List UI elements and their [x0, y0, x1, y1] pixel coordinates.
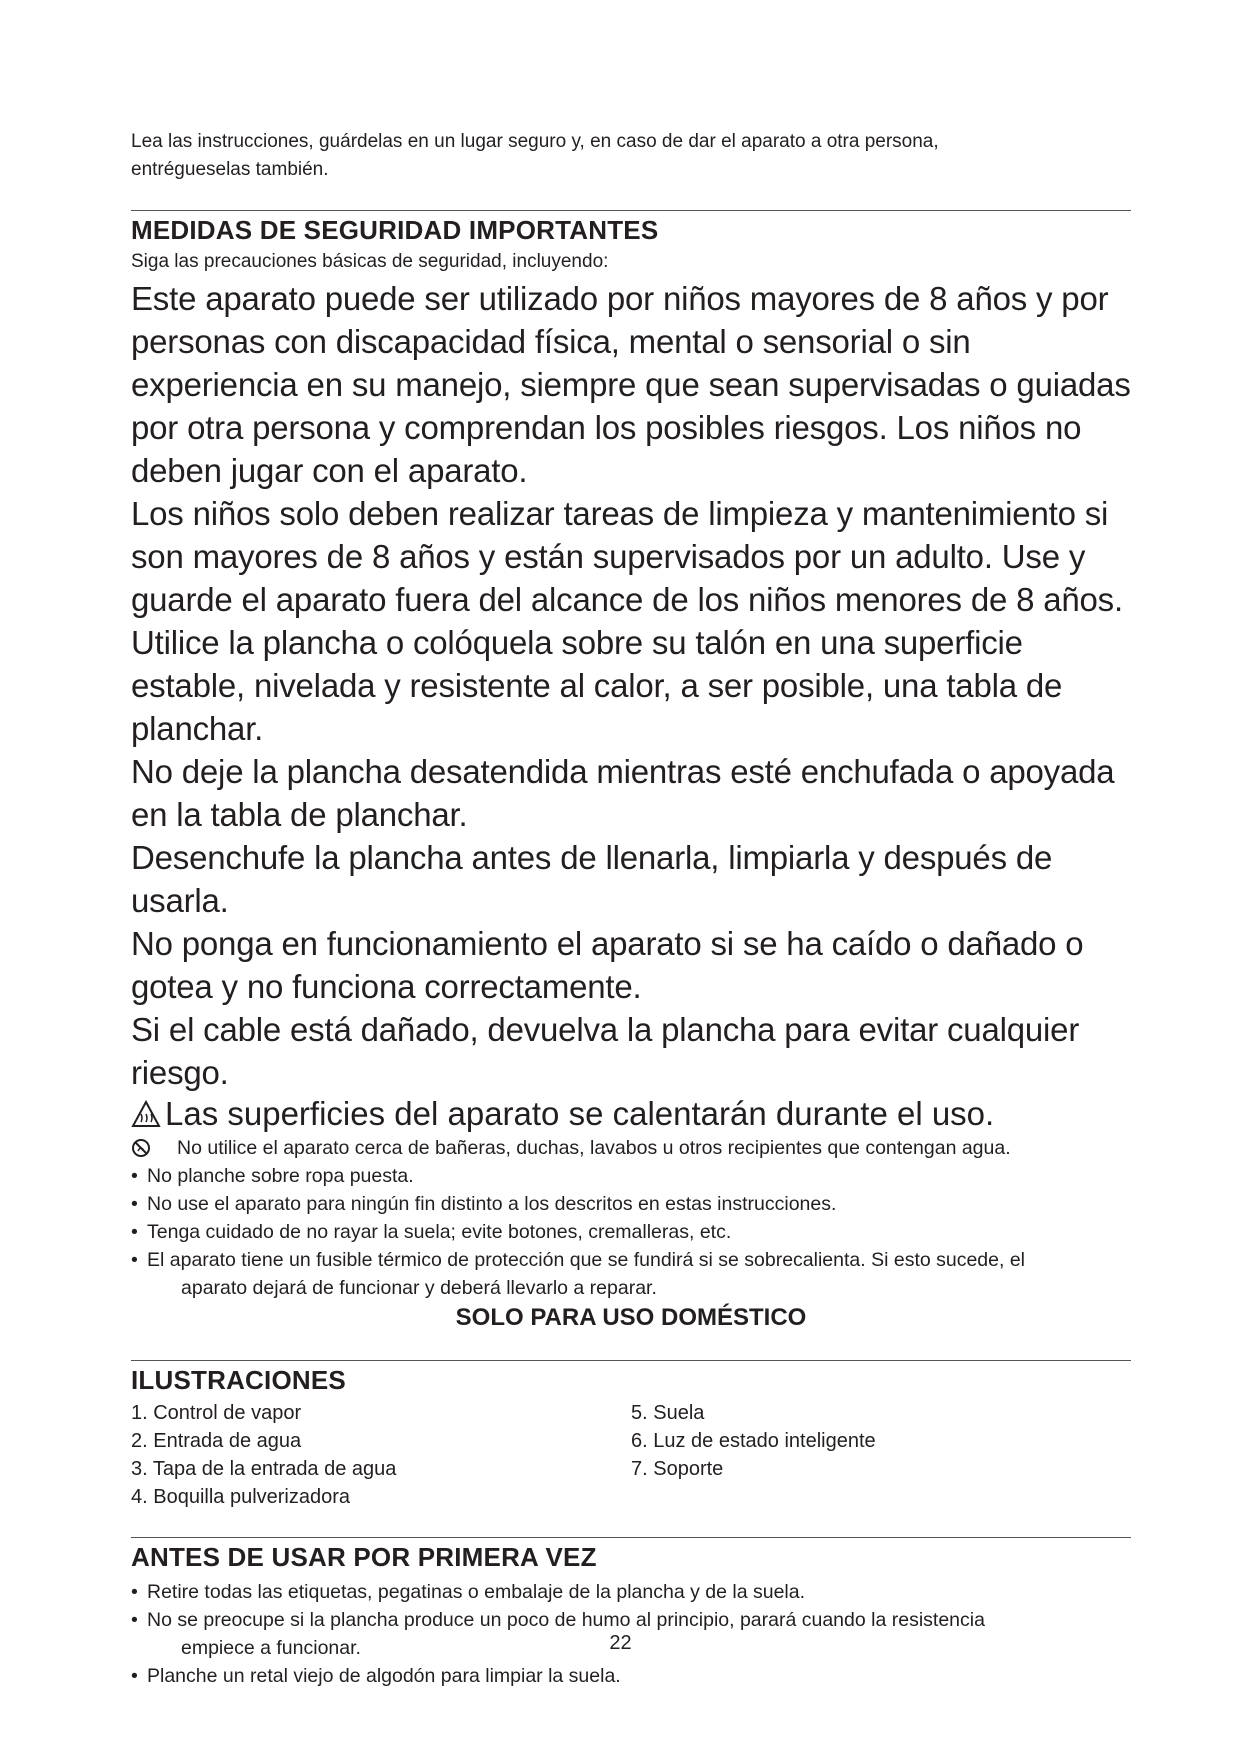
list-item: 7. Soporte [631, 1458, 724, 1480]
list-item: 2. Entrada de agua [131, 1430, 302, 1452]
domestic-use-label: SOLO PARA USO DOMÉSTICO [455, 1304, 807, 1331]
list-item: • No se preocupe si la plancha produce un poco de humo al principio, parará cuando la resistencia empiece a funcionar. [131, 1609, 985, 1659]
illustrations-list [131, 1399, 1131, 1511]
list-item: • No planche sobre ropa puesta. [131, 1165, 414, 1187]
safety-paragraph: Los niños solo deben realizar tareas de limpieza y mantenimiento si son mayores de 8 años y están supervisados por un adulto. Use y guarde el aparato fuera del alcance de los niños menores de 8 años. [131, 495, 1123, 618]
intro-text: Lea las instrucciones, guárdelas en un lugar seguro y, en caso de dar el aparato a otra persona, entrégueselas también. [131, 131, 939, 180]
illustrations-heading: ILUSTRACIONES [131, 1365, 346, 1395]
safety-paragraph: Utilice la plancha o colóquela sobre su talón en una superficie estable, nivelada y resistente al calor, a ser posible, una tabla de planchar. [131, 624, 1063, 747]
list-item: • Tenga cuidado de no rayar la suela; evite botones, cremalleras, etc. [131, 1221, 732, 1243]
safety-paragraph: No deje la plancha desatendida mientras esté enchufada o apoyada en la tabla de planchar. [131, 753, 1115, 833]
hot-surface-icon [131, 1100, 161, 1128]
hot-surface-text: Las superficies del aparato se calentarán durante el uso. [165, 1095, 995, 1132]
list-item: 4. Boquilla pulverizadora [131, 1486, 351, 1508]
list-item: • Retire todas las etiquetas, pegatinas o embalaje de la plancha y de la suela. [131, 1581, 806, 1603]
list-item: 1. Control de vapor [131, 1402, 302, 1424]
safety-paragraph: Si el cable está dañado, devuelva la plancha para evitar cualquier riesgo. [131, 1011, 1080, 1091]
page-content [131, 128, 1131, 1690]
list-item: • No use el aparato para ningún fin distinto a los descritos en estas instrucciones. [131, 1193, 837, 1215]
hot-surface-warning [131, 1094, 1131, 1134]
water-warning-text: No utilice el aparato cerca de bañeras, duchas, lavabos u otros recipientes que contengan agua. [177, 1137, 1011, 1159]
no-water-icon [131, 1138, 151, 1158]
list-item: • El aparato tiene un fusible térmico de protección que se fundirá si se sobrecalienta. Si esto sucede, el aparato dejará de funcionar y deberá llevarlo a reparar. [131, 1249, 1026, 1299]
safety-paragraph: Este aparato puede ser utilizado por niños mayores de 8 años y por personas con discapacidad física, mental o sensorial o sin experiencia en su manejo, siempre que sean supervisadas o guiadas por otra persona y comprendan los posibles riesgos. Los niños no deben jugar con el aparato. [131, 280, 1131, 489]
safety-heading: MEDIDAS DE SEGURIDAD IMPORTANTES [131, 215, 659, 245]
safety-paragraph: Desenchufe la plancha antes de llenarla, limpiarla y después de usarla. [131, 839, 1053, 919]
list-item: • Planche un retal viejo de algodón para limpiar la suela. [131, 1665, 621, 1687]
first-use-heading: ANTES DE USAR POR PRIMERA VEZ [131, 1542, 597, 1572]
safety-paragraphs [131, 277, 1131, 1094]
section-divider [131, 1537, 1131, 1538]
safety-paragraph: No ponga en funcionamiento el aparato si se ha caído o dañado o gotea y no funciona correctamente. [131, 925, 1084, 1005]
section-divider [131, 210, 1131, 211]
section-divider [131, 1360, 1131, 1361]
safety-subtitle: Siga las precauciones básicas de seguridad, incluyendo: [131, 251, 609, 272]
water-warning [131, 1134, 1131, 1162]
illustrations-right-column [631, 1399, 1131, 1511]
illustrations-left-column [131, 1399, 631, 1511]
page-number: 22 [609, 1632, 632, 1654]
list-item: 6. Luz de estado inteligente [631, 1430, 876, 1452]
safety-bullet-list [131, 1162, 1131, 1302]
list-item: 5. Suela [631, 1402, 705, 1424]
list-item: 3. Tapa de la entrada de agua [131, 1458, 397, 1480]
